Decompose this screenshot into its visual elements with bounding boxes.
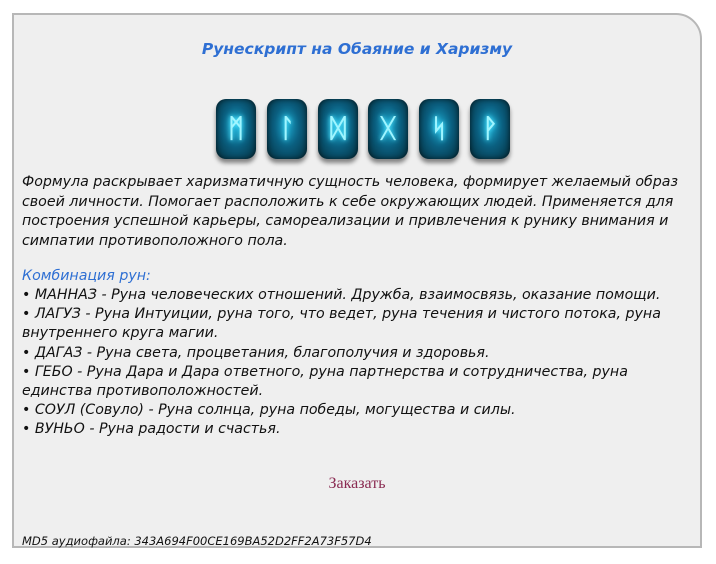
list-item: • ВУНЬО - Руна радости и счастья. <box>22 421 281 438</box>
list-item: • ЛАГУЗ - Руна Интуиции, руна того, что ведет, руна течения и чистого потока, руна внутреннего круга магии. <box>22 306 661 342</box>
list-item: • МАННАЗ - Руна человеческих отношений. Дружба, взаимосвязь, оказание помощи. <box>22 287 661 303</box>
rune-stone-6 <box>470 99 510 159</box>
rune-stone-5 <box>419 99 459 159</box>
description-text: Формула раскрывает харизматичную сущность человека, формирует желаемый образ своей личности. Помогает расположить к себе окружающих людей. Применяется для построения успешной карьеры, самореализации и привлечения к рунику внимания и симпатии противоположного пола. <box>22 174 678 249</box>
rune-glyph: ᛚ <box>279 114 295 144</box>
rune-stone-1 <box>216 99 256 159</box>
rune-stone-3 <box>318 99 358 159</box>
list-item: • СОУЛ (Совуло) - Руна солнца, руна победы, могущества и силы. <box>22 402 516 419</box>
page-title: Рунескрипт на Обаяние и Харизму <box>201 40 513 58</box>
combination-heading: Комбинация рун: <box>22 268 151 284</box>
list-item: • ГЕБО - Руна Дара и Дара ответного, руна партнерства и сотрудничества, руна единства противоположностей. <box>22 363 628 400</box>
rune-glyph: ᛋ <box>431 114 447 144</box>
runes-image <box>216 99 511 167</box>
md5-text: MD5 аудиофайла: 343A694F00CE169BA52D2FF2A73F57D4 <box>22 534 372 548</box>
order-label[interactable]: Заказать <box>328 475 386 492</box>
rune-stone-2 <box>267 99 307 159</box>
combination-list <box>22 286 682 440</box>
list-item: • ДАГАЗ - Руна света, процветания, благополучия и здоровья. <box>22 344 490 361</box>
rune-glyph: ᚹ <box>482 114 498 144</box>
rune-stone-4 <box>368 99 408 159</box>
rune-glyph: ᛞ <box>330 114 346 144</box>
content-card <box>12 13 702 548</box>
order-link[interactable] <box>14 475 700 493</box>
rune-glyph: ᛗ <box>228 114 244 144</box>
rune-glyph: ᚷ <box>380 114 396 144</box>
